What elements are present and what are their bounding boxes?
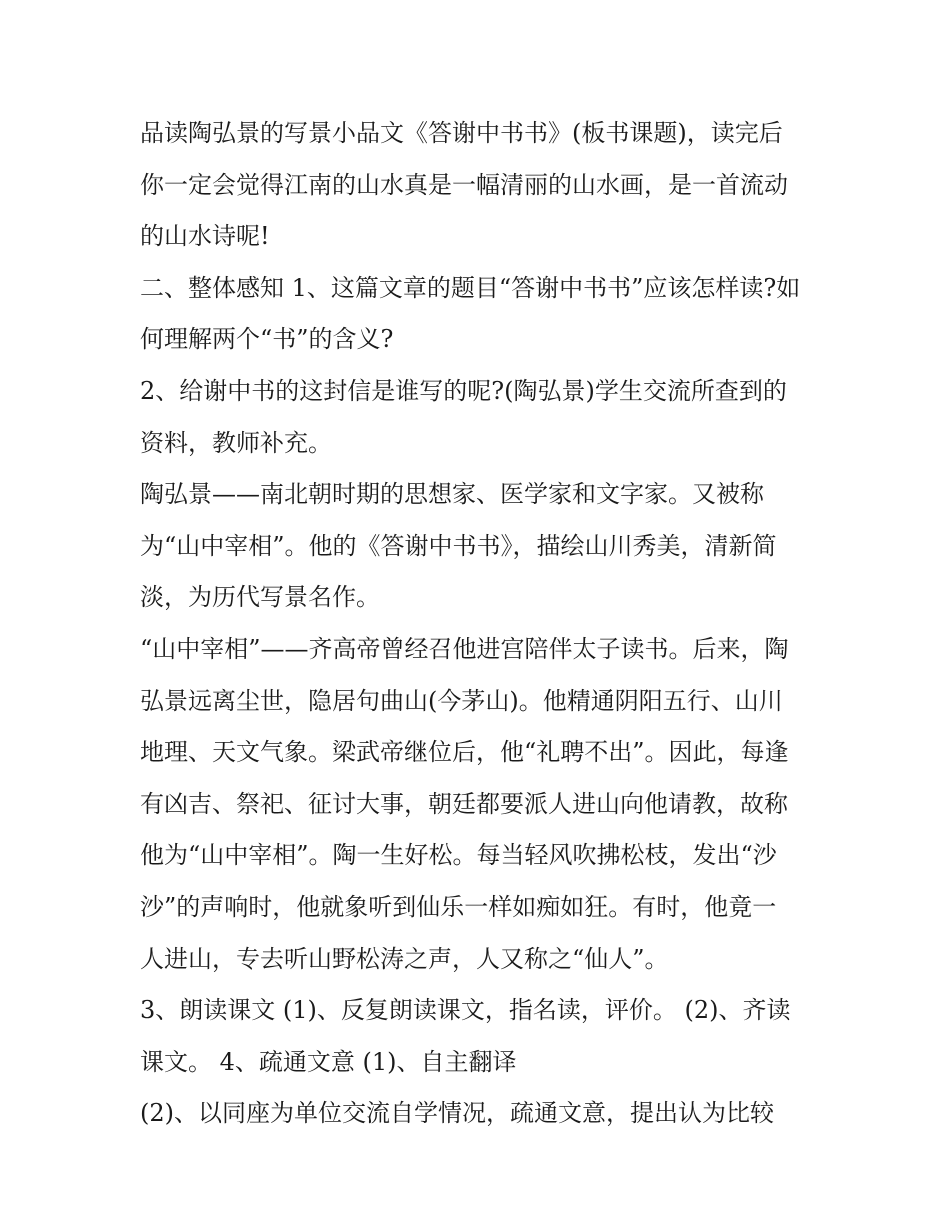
text-line: 何理解两个“书”的含义? [140, 325, 394, 354]
text-line: 为“山中宰相”。他的《答谢中书书》，描绘山川秀美，清新简 [140, 531, 777, 560]
document-body [140, 108, 820, 1140]
text-line: 人进山，专去听山野松涛之声，人又称之“仙人”。 [140, 944, 669, 973]
text-line: 2、给谢中书的这封信是谁写的呢?(陶弘景)学生交流所查到的 [140, 376, 787, 405]
text-line: 二、整体感知 1、这篇文章的题目“答谢中书书”应该怎样读?如 [140, 273, 801, 302]
text-line: 陶弘景——南北朝时期的思想家、医学家和文字家。又被称 [140, 480, 764, 509]
text-line: 品读陶弘景的写景小品文《答谢中书书》(板书课题)，读完后 [140, 119, 783, 147]
text-line: 的山水诗呢! [140, 222, 270, 251]
text-line: 地理、天文气象。梁武帝继位后，他“礼聘不出”。因此，每逢 [140, 738, 789, 767]
text-line: 资料，教师补充。 [140, 428, 332, 457]
text-line: “山中宰相”——齐高帝曾经召他进宫陪伴太子读书。后来，陶 [140, 634, 789, 663]
text-line: 有凶吉、祭祀、征讨大事，朝廷都要派人进山向他请教，故称 [140, 789, 788, 818]
text-line: 课文。 4、疏通文意 (1)、自主翻译 [140, 1047, 517, 1076]
text-line: 淡，为历代写景名作。 [140, 583, 380, 612]
text-line: 弘景远离尘世，隐居句曲山(今茅山)。他精通阴阳五行、山川 [140, 686, 783, 715]
text-line: 3、朗读课文 (1)、反复朗读课文，指名读，评价。 (2)、齐读 [140, 996, 791, 1025]
text-line: 你一定会觉得江南的山水真是一幅清丽的山水画，是一首流动 [140, 170, 788, 199]
text-line: 他为“山中宰相”。陶一生好松。每当轻风吹拂松枝，发出“沙 [140, 841, 777, 870]
text-line: (2)、以同座为单位交流自学情况，疏通文意，提出认为比较 [140, 1099, 774, 1128]
text-line: 沙”的声响时，他就象听到仙乐一样如痴如狂。有时，他竟一 [140, 892, 777, 921]
